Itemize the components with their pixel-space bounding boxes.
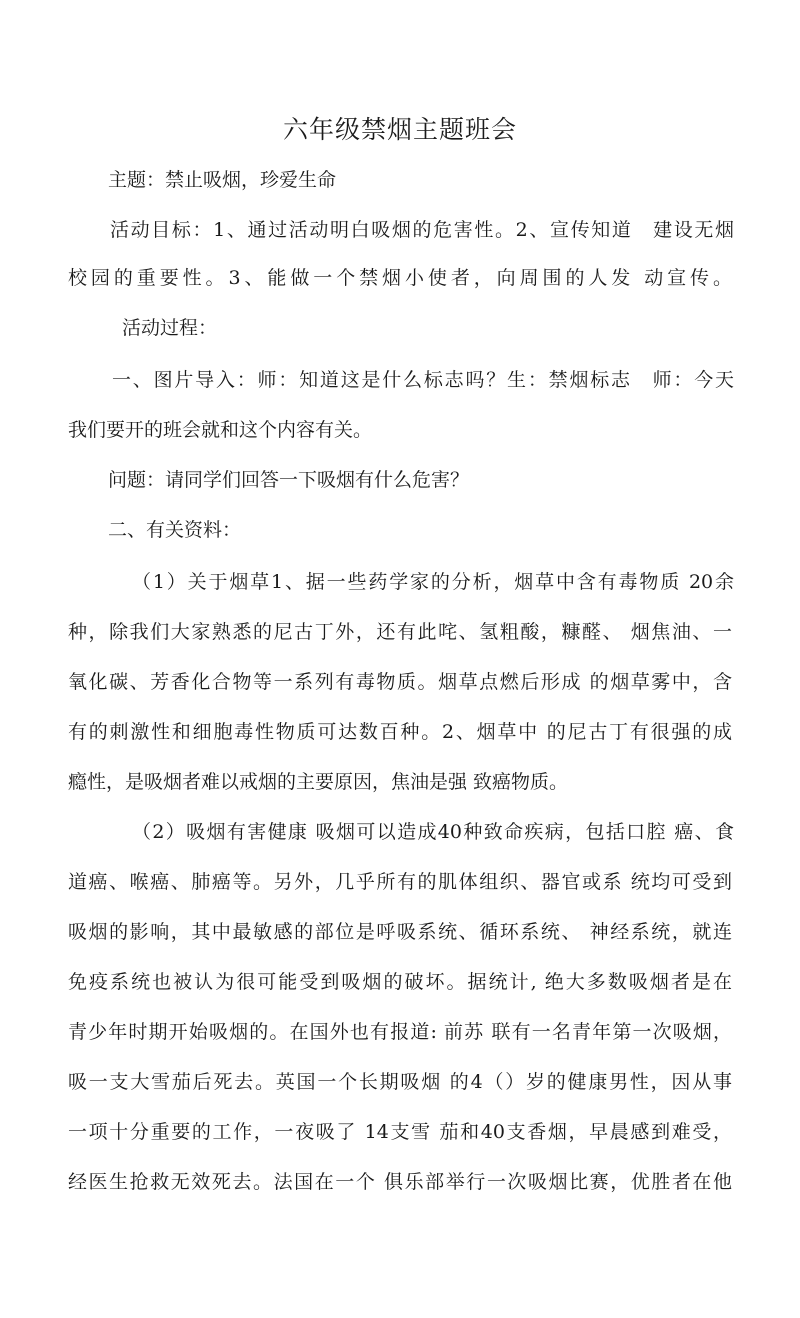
section-heading: 活动过程： bbox=[122, 317, 218, 339]
paragraph-line: 有的刺激性和细胞毒性物质可达数百种。2、烟草中 的尼古丁有很强的成 bbox=[68, 721, 732, 743]
paragraph-line: （1）关于烟草1、据一些药学家的分析，烟草中含有毒物质 20余 bbox=[132, 571, 734, 593]
paragraph-line: 道癌、喉癌、肺癌等。另外，几乎所有的肌体组织、器官或系 统均可受到 bbox=[68, 871, 732, 893]
paragraph-line: 校园的重要性。3、能做一个禁烟小使者，向周围的人发 动宣传。 bbox=[68, 267, 732, 289]
paragraph-line: 免疫系统也被认为很可能受到吸烟的破坏。据统计, 绝大多数吸烟者是在 bbox=[68, 971, 732, 993]
paragraph-line: 瘾性，是吸烟者难以戒烟的主要原因，焦油是强 致癌物质。 bbox=[68, 771, 569, 793]
paragraph-line: 氧化碳、芳香化合物等一系列有毒物质。烟草点燃后形成 的烟草雾中，含 bbox=[68, 671, 732, 693]
paragraph-line: 活动目标：1、通过活动明白吸烟的危害性。2、宣传知道 建设无烟 bbox=[110, 219, 734, 241]
paragraph-line: 吸一支大雪茄后死去。英国一个长期吸烟 的4（）岁的健康男性，因从事 bbox=[68, 1071, 732, 1093]
paragraph-line: 经医生抢救无效死去。法国在一个 俱乐部举行一次吸烟比赛，优胜者在他 bbox=[68, 1171, 732, 1193]
paragraph-line: 一项十分重要的工作，一夜吸了 14支雪 茄和40支香烟，早晨感到难受， bbox=[68, 1121, 732, 1143]
paragraph-line: 青少年时期开始吸烟的。在国外也有报道: 前苏 联有一名青年第一次吸烟， bbox=[68, 1021, 732, 1043]
paragraph-line: 我们要开的班会就和这个内容有关。 bbox=[68, 419, 373, 441]
paragraph-line: 一、图片导入：师：知道这是什么标志吗？生：禁烟标志 师：今天 bbox=[112, 369, 734, 391]
paragraph-line: （2）吸烟有害健康 吸烟可以造成40种致命疾病，包括口腔 癌、食 bbox=[132, 821, 734, 843]
paragraph-line: 种，除我们大家熟悉的尼古丁外，还有此咤、氢粗酸，糠醛、 烟焦油、一 bbox=[68, 621, 732, 643]
paragraph-line: 吸烟的影响，其中最敏感的部位是呼吸系统、循环系统、 神经系统，就连 bbox=[68, 921, 732, 943]
theme-line: 主题：禁止吸烟，珍爱生命 bbox=[108, 169, 337, 191]
section-heading: 二、有关资料： bbox=[108, 519, 242, 541]
question-line: 问题：请同学们回答一下吸烟有什么危害？ bbox=[108, 469, 470, 491]
page-title: 六年级禁烟主题班会 bbox=[282, 115, 517, 144]
